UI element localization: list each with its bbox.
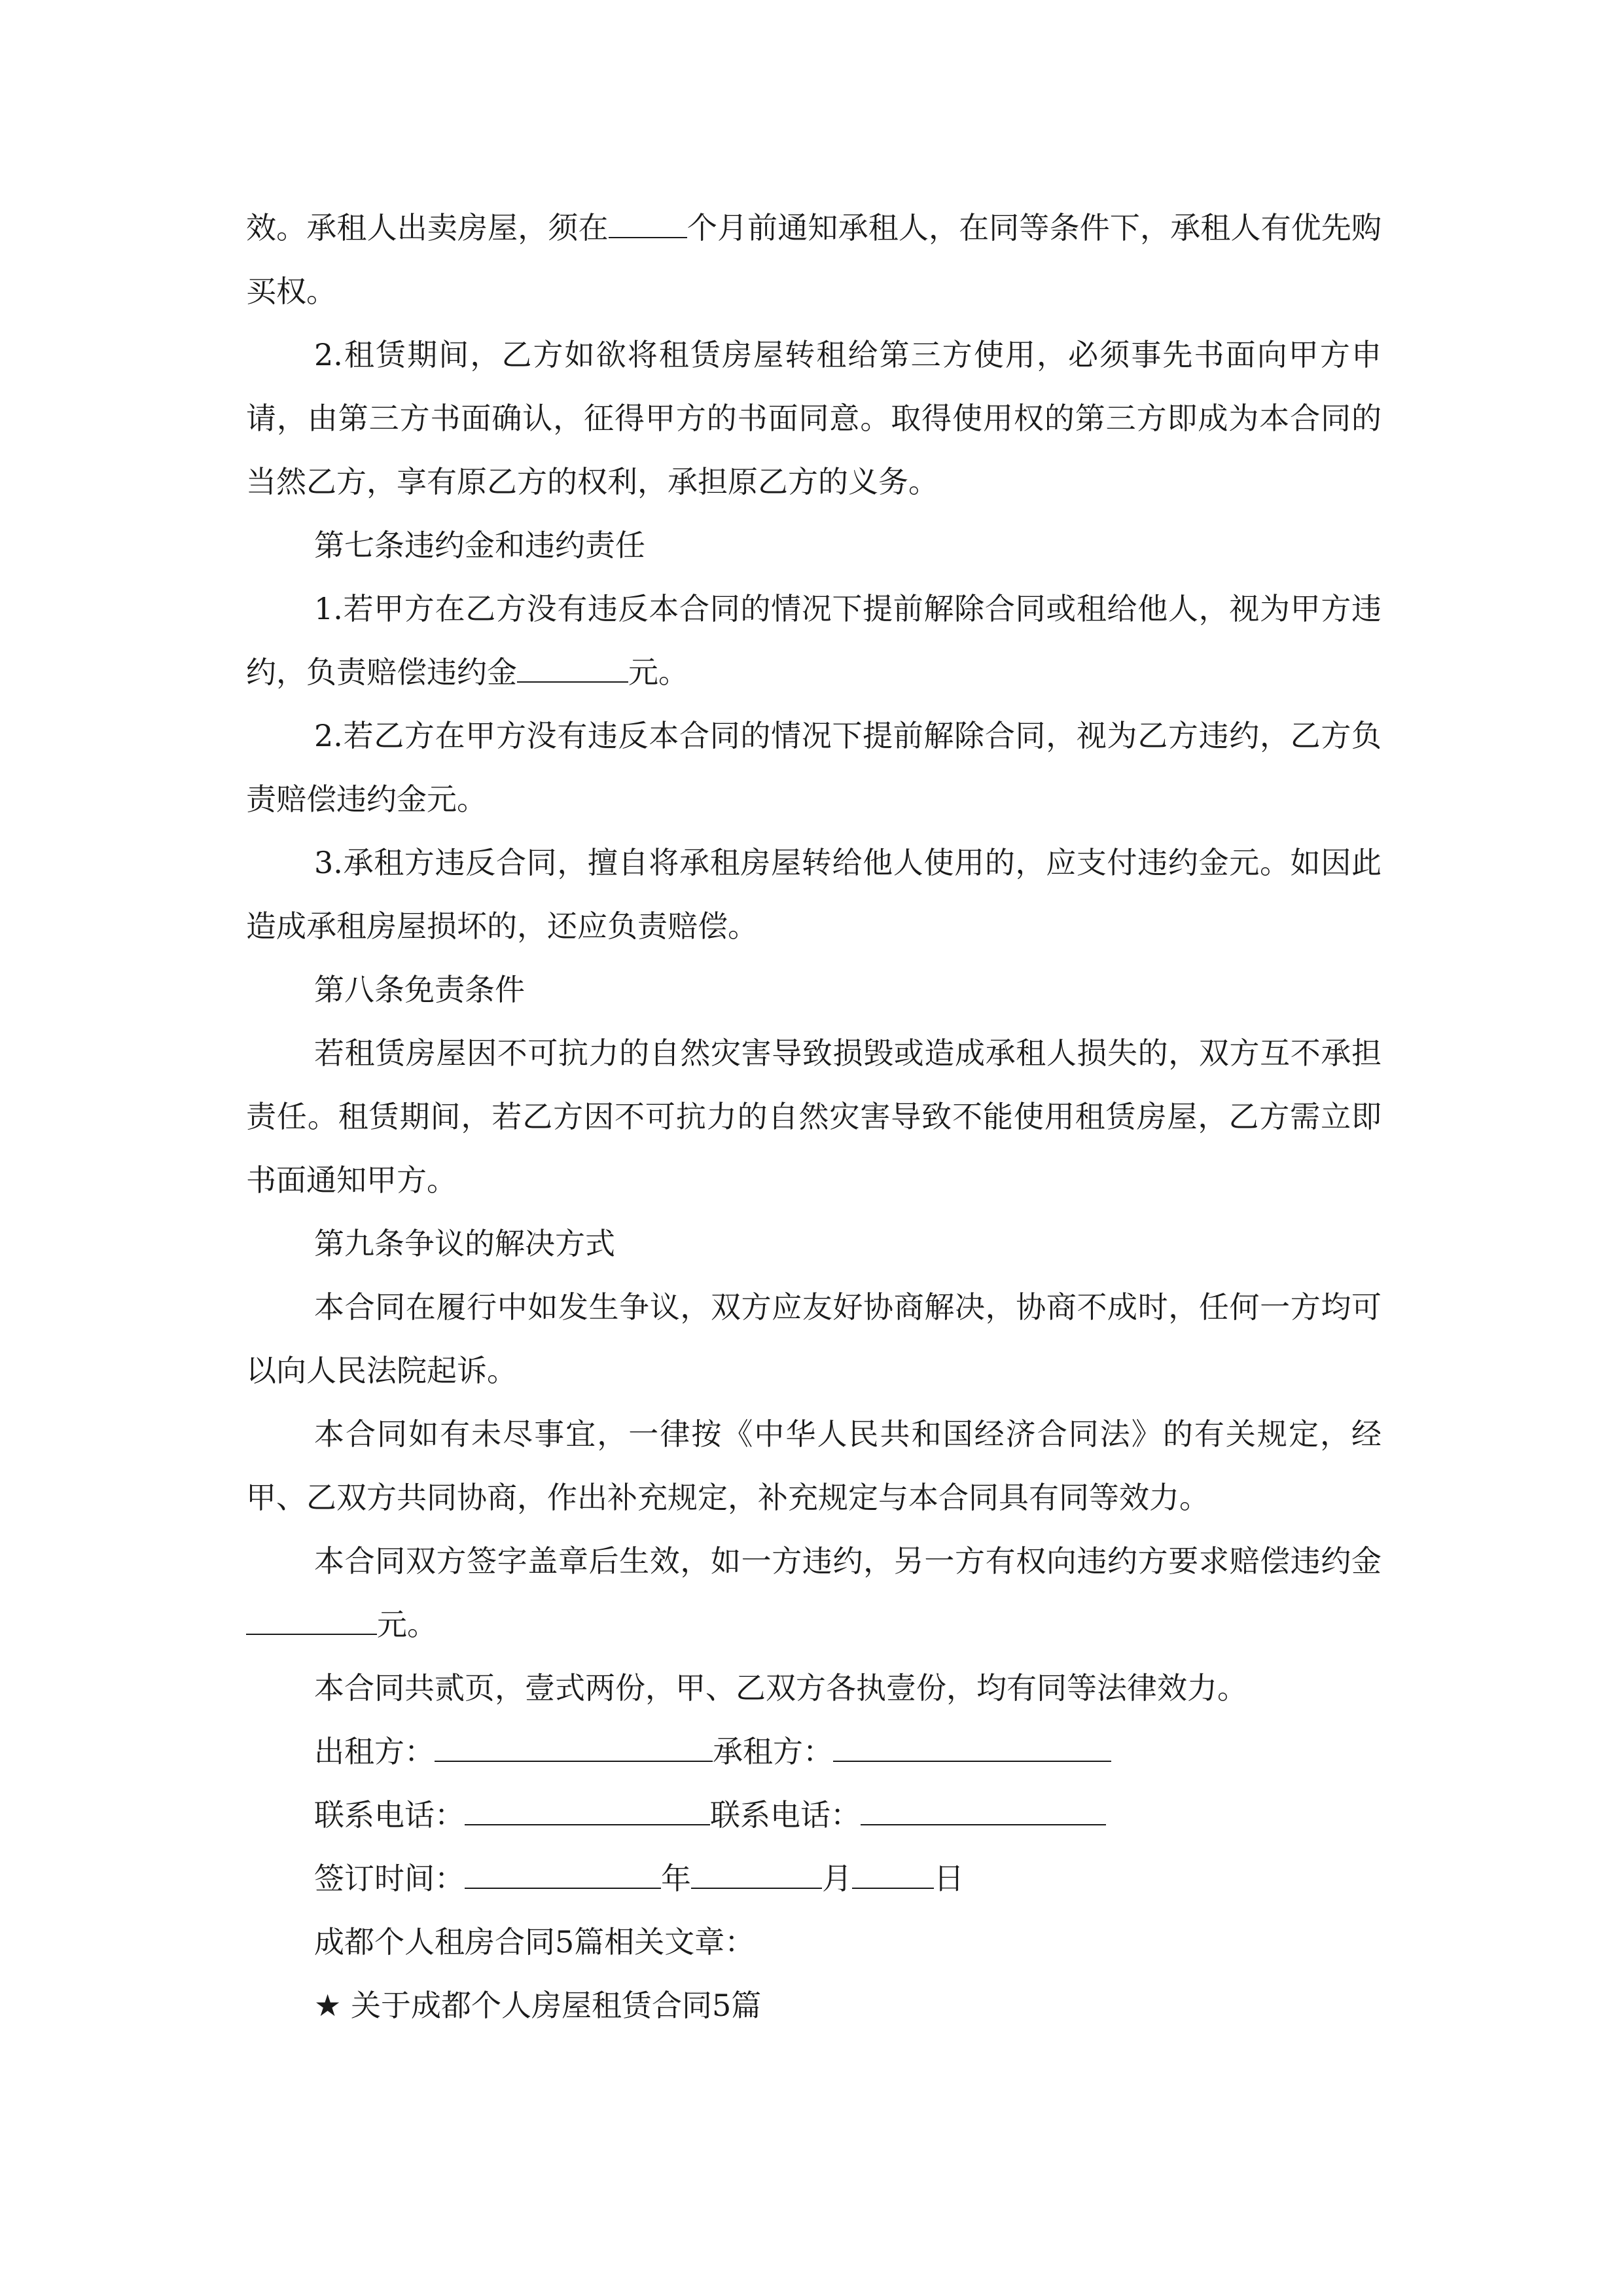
year-label: 年 (661, 1861, 691, 1896)
signature-date-line (246, 1847, 1382, 1910)
month-label: 月 (822, 1861, 852, 1896)
heading-article-9: 第九条争议的解决方式 (314, 1226, 615, 1261)
related-article-link-text[interactable]: 关于成都个人房屋租赁合同5篇 (351, 1988, 762, 2023)
paragraph-copies: 本合同共贰页，壹式两份，甲、乙双方各执壹份，均有同等法律效力。 (314, 1670, 1247, 1706)
months-blank (609, 211, 687, 238)
lessor-field[interactable] (435, 1734, 713, 1762)
lessee-phone-field[interactable] (861, 1798, 1106, 1825)
paragraph-supplement: 本合同如有未尽事宜，一律按《中华人民共和国经济合同法》的有关规定，经甲、乙双方共同协商，作出补充规定，补充规定与本合同具有同等效力。 (246, 1416, 1382, 1515)
lessee-label: 承租方： (713, 1734, 833, 1769)
day-field[interactable] (852, 1861, 934, 1889)
lessor-phone-field[interactable] (465, 1798, 710, 1825)
lessee-field[interactable] (833, 1734, 1111, 1762)
lessor-phone-label: 联系电话： (314, 1797, 465, 1833)
heading-article-7: 第七条违约金和违约责任 (314, 528, 645, 563)
paragraph-lessor-breach: 1.若甲方在乙方没有违反本合同的情况下提前解除合同或租给他人，视为甲方违约，负责赔偿违约金 元。 (246, 591, 1382, 690)
paragraph-effective: 本合同双方签字盖章后生效，如一方违约，另一方有权向违约方要求赔偿违约金元。 (246, 1530, 1382, 1657)
paragraph-sublet-breach: 3.承租方违反合同，擅自将承租房屋转给他人使用的，应支付违约金元。如因此造成承租房屋损坏的，还应负责赔偿。 (246, 845, 1382, 944)
penalty-amount-blank (517, 655, 628, 683)
paragraph-force-majeure: 若租赁房屋因不可抗力的自然灾害导致损毁或造成承租人损失的，双方互不承担责任。租赁期间，若乙方因不可抗力的自然灾害导致不能使用租赁房屋，乙方需立即书面通知甲方。 (246, 1035, 1382, 1198)
paragraph-sublease: 2.租赁期间，乙方如欲将租赁房屋转租给第三方使用，必须事先书面向甲方申请，由第三方书面确认，征得甲方的书面同意。取得使用权的第三方即成为本合同的当然乙方，享有原乙方的权利，承担原乙方的义务。 (246, 337, 1382, 499)
signature-parties-line (246, 1720, 1382, 1784)
star-icon: ★ (314, 1988, 342, 2023)
penalty-amount-blank-2 (246, 1607, 377, 1635)
paragraph-lessee-breach: 2.若乙方在甲方没有违反本合同的情况下提前解除合同，视为乙方违约，乙方负责赔偿违约金元。 (246, 718, 1382, 817)
paragraph-sale-notice: 效。承租人出卖房屋，须在 个月前通知承租人，在同等条件下，承租人有优先购买权。 (246, 210, 1382, 309)
related-article-link[interactable] (246, 1974, 1382, 2037)
lessee-phone-label: 联系电话： (710, 1797, 861, 1833)
heading-article-8: 第八条免责条件 (314, 972, 525, 1007)
signature-phone-line (246, 1784, 1382, 1847)
related-articles-title: 成都个人租房合同5篇相关文章： (314, 1924, 755, 1960)
month-field[interactable] (691, 1861, 822, 1889)
year-field[interactable] (465, 1861, 661, 1889)
day-label: 日 (934, 1861, 964, 1896)
date-label: 签订时间： (314, 1861, 465, 1896)
paragraph-dispute: 本合同在履行中如发生争议，双方应友好协商解决，协商不成时，任何一方均可以向人民法院起诉。 (246, 1289, 1382, 1388)
document-body (246, 196, 1382, 2037)
lessor-label: 出租方： (314, 1734, 435, 1769)
